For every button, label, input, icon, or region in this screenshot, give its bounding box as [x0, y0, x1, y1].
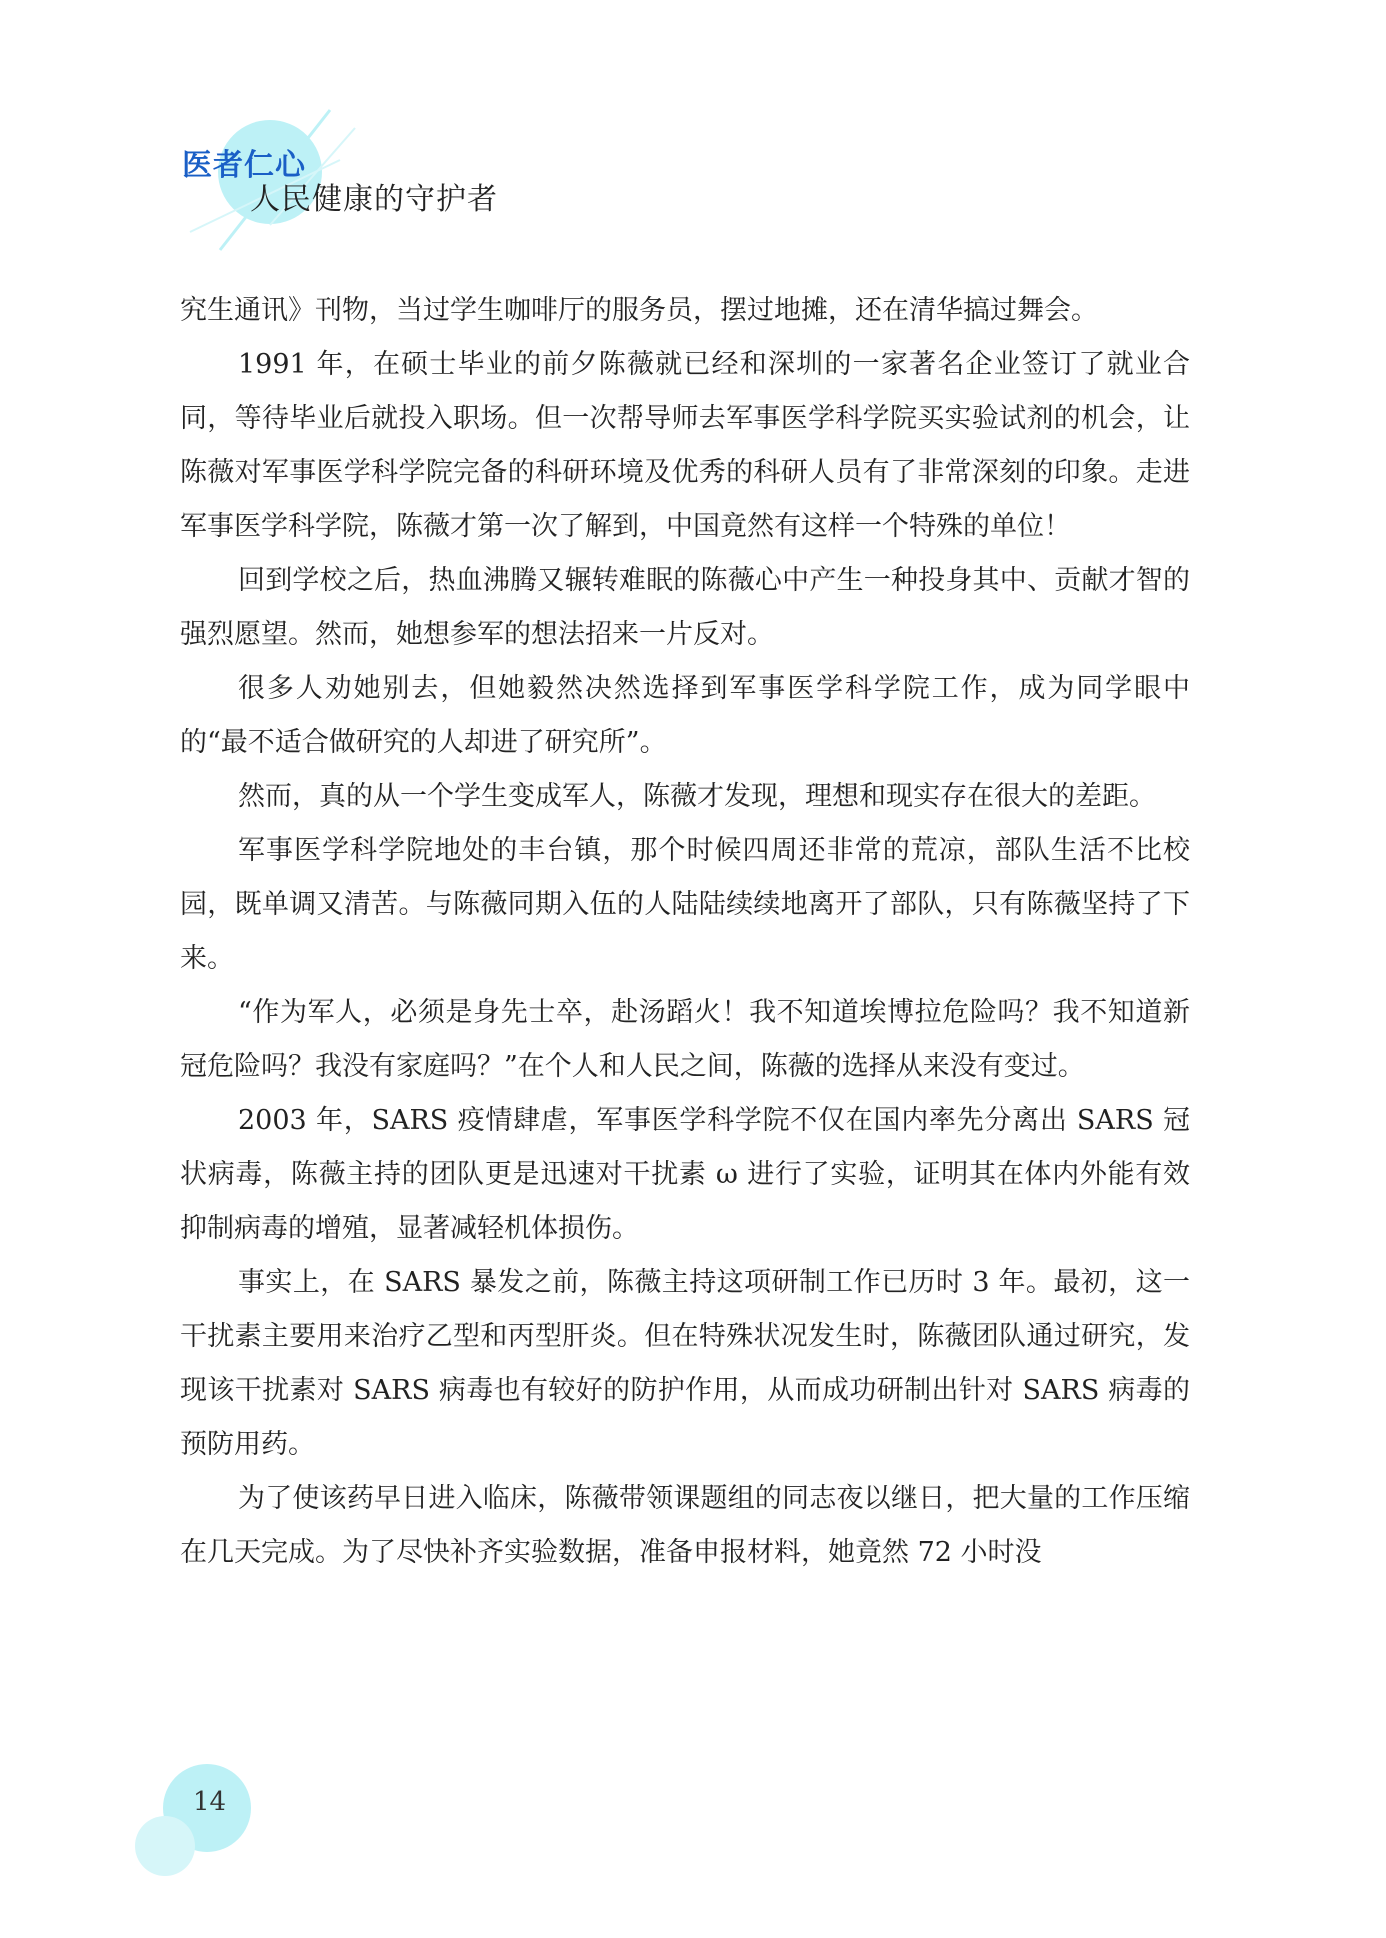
paragraph: 很多人劝她别去，但她毅然决然选择到军事医学科学院工作，成为同学眼中的“最不适合做研究的人却进了研究所”。 [180, 673, 1190, 758]
body-text [180, 284, 1190, 1580]
paragraph: 为了使该药早日进入临床，陈薇带领课题组的同志夜以继日，把大量的工作压缩在几天完成。为了尽快补齐实验数据，准备申报材料，她竟然 72 小时没 [180, 1483, 1190, 1568]
page-number: 14 [193, 1787, 227, 1817]
series-title: 医者仁心 [182, 148, 306, 183]
book-title: 人民健康的守护者 [250, 182, 498, 217]
paragraph: 军事医学科学院地处的丰台镇，那个时候四周还非常的荒凉，部队生活不比校园，既单调又清苦。与陈薇同期入伍的人陆陆续续地离开了部队，只有陈薇坚持了下来。 [180, 835, 1190, 974]
paragraph: 然而，真的从一个学生变成军人，陈薇才发现，理想和现实存在很大的差距。 [238, 781, 1156, 812]
paragraph: 事实上，在 SARS 暴发之前，陈薇主持这项研制工作已历时 3 年。最初，这一干扰素主要用来治疗乙型和丙型肝炎。但在特殊状况发生时，陈薇团队通过研究，发现该干扰素对 SARS 病毒也有较好的防护作用，从而成功研制出针对 SARS 病毒的预防用药。 [180, 1267, 1190, 1460]
paragraph: “作为军人，必须是身先士卒，赴汤蹈火！我不知道埃博拉危险吗？我不知道新冠危险吗？我没有家庭吗？”在个人和人民之间，陈薇的选择从来没有变过。 [180, 997, 1190, 1082]
paragraph: 究生通讯》刊物，当过学生咖啡厅的服务员，摆过地摊，还在清华搞过舞会。 [180, 295, 1098, 326]
paragraph: 1991 年，在硕士毕业的前夕陈薇就已经和深圳的一家著名企业签订了就业合同，等待毕业后就投入职场。但一次帮导师去军事医学科学院买实验试剂的机会，让陈薇对军事医学科学院完备的科研环境及优秀的科研人员有了非常深刻的印象。走进军事医学科学院，陈薇才第一次了解到，中国竟然有这样一个特殊的单位！ [180, 349, 1190, 542]
paragraph: 2003 年，SARS 疫情肆虐，军事医学科学院不仅在国内率先分离出 SARS 冠状病毒，陈薇主持的团队更是迅速对干扰素 ω 进行了实验，证明其在体内外能有效抑制病毒的增殖，显著减轻机体损伤。 [180, 1105, 1190, 1244]
footer-decoration [135, 1760, 275, 1880]
paragraph: 回到学校之后，热血沸腾又辗转难眠的陈薇心中产生一种投身其中、贡献才智的强烈愿望。然而，她想参军的想法招来一片反对。 [180, 565, 1190, 650]
